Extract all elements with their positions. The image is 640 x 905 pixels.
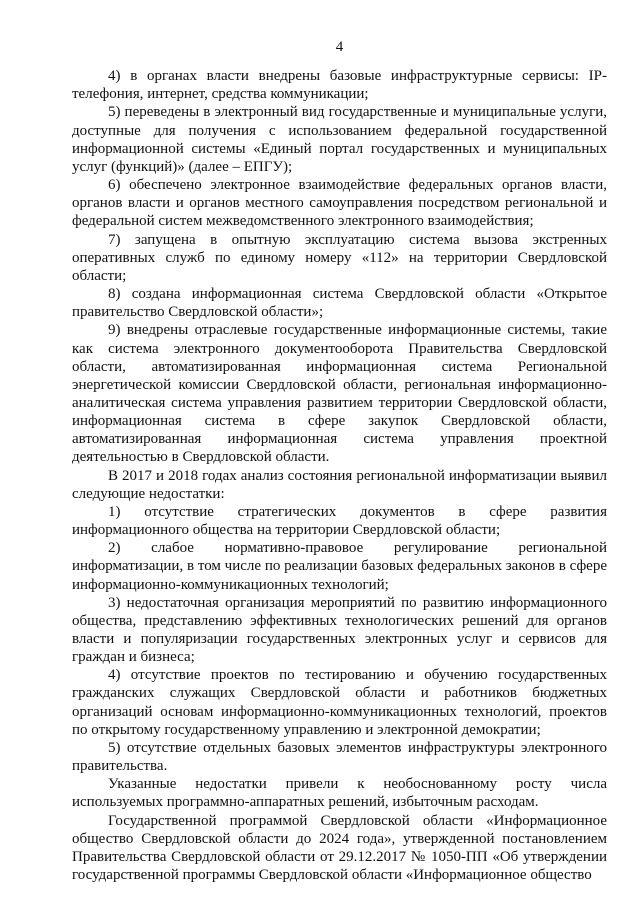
paragraph: 4) отсутствие проектов по тестированию и обучению государственных гражданских служащих Свердловской области и работников бюджетных организаций основам информационно-коммуникационных технологий, проектов по открытому государственному управлению и электронной демократии; [72, 667, 607, 738]
paragraph: 5) отсутствие отдельных базовых элементов инфраструктуры электронного правительства. [72, 739, 607, 775]
paragraph: 2) слабое нормативно-правовое регулирование региональной информатизации, в том числе по реализации базовых федеральных законов в сфере информационно-коммуникационных технологий; [72, 540, 607, 593]
paragraph: 6) обеспечено электронное взаимодействие федеральных органов власти, органов власти и органов местного самоуправления посредством региональной и федеральной систем межведомственного электронного взаимодействия; [72, 177, 607, 230]
paragraph: 5) переведены в электронный вид государственные и муниципальные услуги, доступные для получения с использованием федеральной государственной информационной системы «Единый портал государственных и муниципальных услуг (функций)» (далее – ЕПГУ); [72, 104, 607, 175]
paragraph: 9) внедрены отраслевые государственные информационные системы, такие как система электронного документооборота Правительства Свердловской области, автоматизированная информационная система Региональной энергетической комиссии Свердловской области, региональная информационно-аналитическая система управления развитием территории Свердловской области, информационная система в сфере закупок Свердловской области, автоматизированная информационная система управления проектной деятельностью в Свердловской области. [72, 322, 607, 466]
paragraph: 4) в органах власти внедрены базовые инфраструктурные сервисы: IP-телефония, интернет, средства коммуникации; [72, 68, 607, 103]
paragraph: 3) недостаточная организация мероприятий по развитию информационного общества, представлению эффективных технологических решений для органов власти и популяризации государственных электронных услуг и сервисов для граждан и бизнеса; [72, 594, 607, 666]
paragraph: 7) запущена в опытную эксплуатацию система вызова экстренных оперативных служб по единому номеру «112» на территории Свердловской области; [72, 231, 607, 284]
page-number: 4 [335, 39, 344, 55]
document-page [72, 38, 607, 884]
paragraph: Государственной программой Свердловской области «Информационное общество Свердловской области до 2024 года», утвержденной постановлением Правительства Свердловской области от 29.12.2017 № 1050-ПП «Об утверждении государственной программы Свердловской области «Информационное общество [72, 812, 607, 884]
paragraph: Указанные недостатки привели к необоснованному росту числа используемых программно-аппаратных решений, избыточным расходам. [72, 776, 607, 811]
paragraph: 8) создана информационная система Свердловской области «Открытое правительство Свердловской области»; [72, 286, 607, 321]
paragraph: В 2017 и 2018 годах анализ состояния региональной информатизации выявил следующие недостатки: [72, 467, 607, 502]
paragraph: 1) отсутствие стратегических документов в сфере развития информационного общества на территории Свердловской области; [72, 503, 607, 539]
